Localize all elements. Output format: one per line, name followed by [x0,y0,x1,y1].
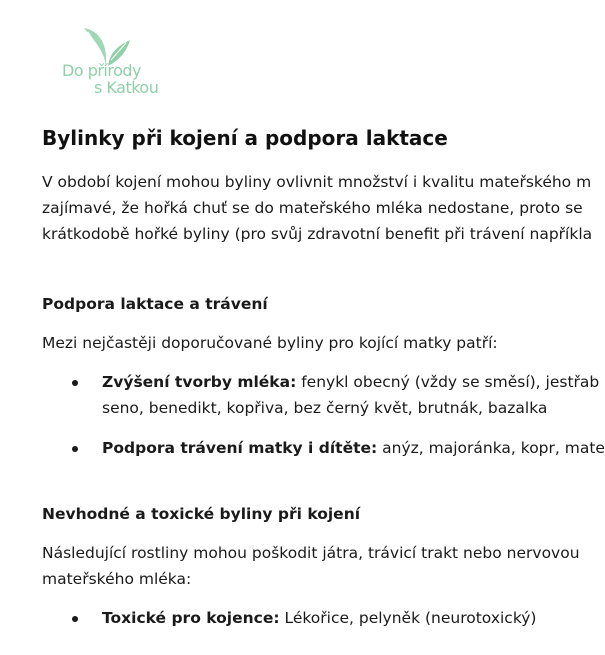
section-lead-toxic [42,540,602,592]
article-title: Bylinky při kojení a podpora laktace [42,126,448,150]
section-lead-toxic-line-2: mateřského mléka: [42,570,192,588]
logo-text [62,62,178,96]
section-heading-toxic: Nevhodné a toxické byliny při kojení [42,505,361,523]
site-logo[interactable] [58,22,178,102]
bullet-icon [72,446,78,452]
logo-line-1: Do přírody [62,61,142,80]
list-item-text-continued: seno, benedikt, kopřiva, bez černý květ, brutnák, bazalka [102,399,548,417]
toxic-herb-list [42,605,602,631]
section-heading-lactation: Podpora laktace a trávení [42,295,268,313]
lactation-herb-list [42,369,605,461]
intro-line-2: zajímavé, že hořká chuť se do mateřského mléka nedostane, proto se [42,199,583,217]
section-lead-toxic-line-1: Následující rostliny mohou poškodit játra, trávicí trakt nebo nervovou [42,544,580,562]
list-item-label: Podpora trávení matky i dítěte: [102,439,378,457]
list-item [42,435,605,461]
list-item [42,369,602,421]
list-item-text: anýz, majoránka, kopr, mate [377,439,605,457]
bullet-icon [72,380,78,386]
bullet-icon [72,616,78,622]
section-lead-lactation: Mezi nejčastěji doporučované byliny pro kojící matky patří: [42,334,498,352]
intro-line-3: krátkodobě hořké byliny (pro svůj zdravotní benefit při trávení napříkla [42,225,593,243]
list-item [42,605,602,631]
list-item-label: Toxické pro kojence: [102,609,280,627]
list-item-text: fenykl obecný (vždy se směsí), jestřab [296,373,600,391]
intro-line-1: V období kojení mohou byliny ovlivnit množství i kvalitu mateřského m [42,173,592,191]
logo-line-2: s Katkou [94,78,159,97]
intro-paragraph [42,169,602,247]
article [42,124,605,631]
list-item-label: Zvýšení tvorby mléka: [102,373,297,391]
list-item-text: Lékořice, pelyněk (neurotoxický) [279,609,537,627]
